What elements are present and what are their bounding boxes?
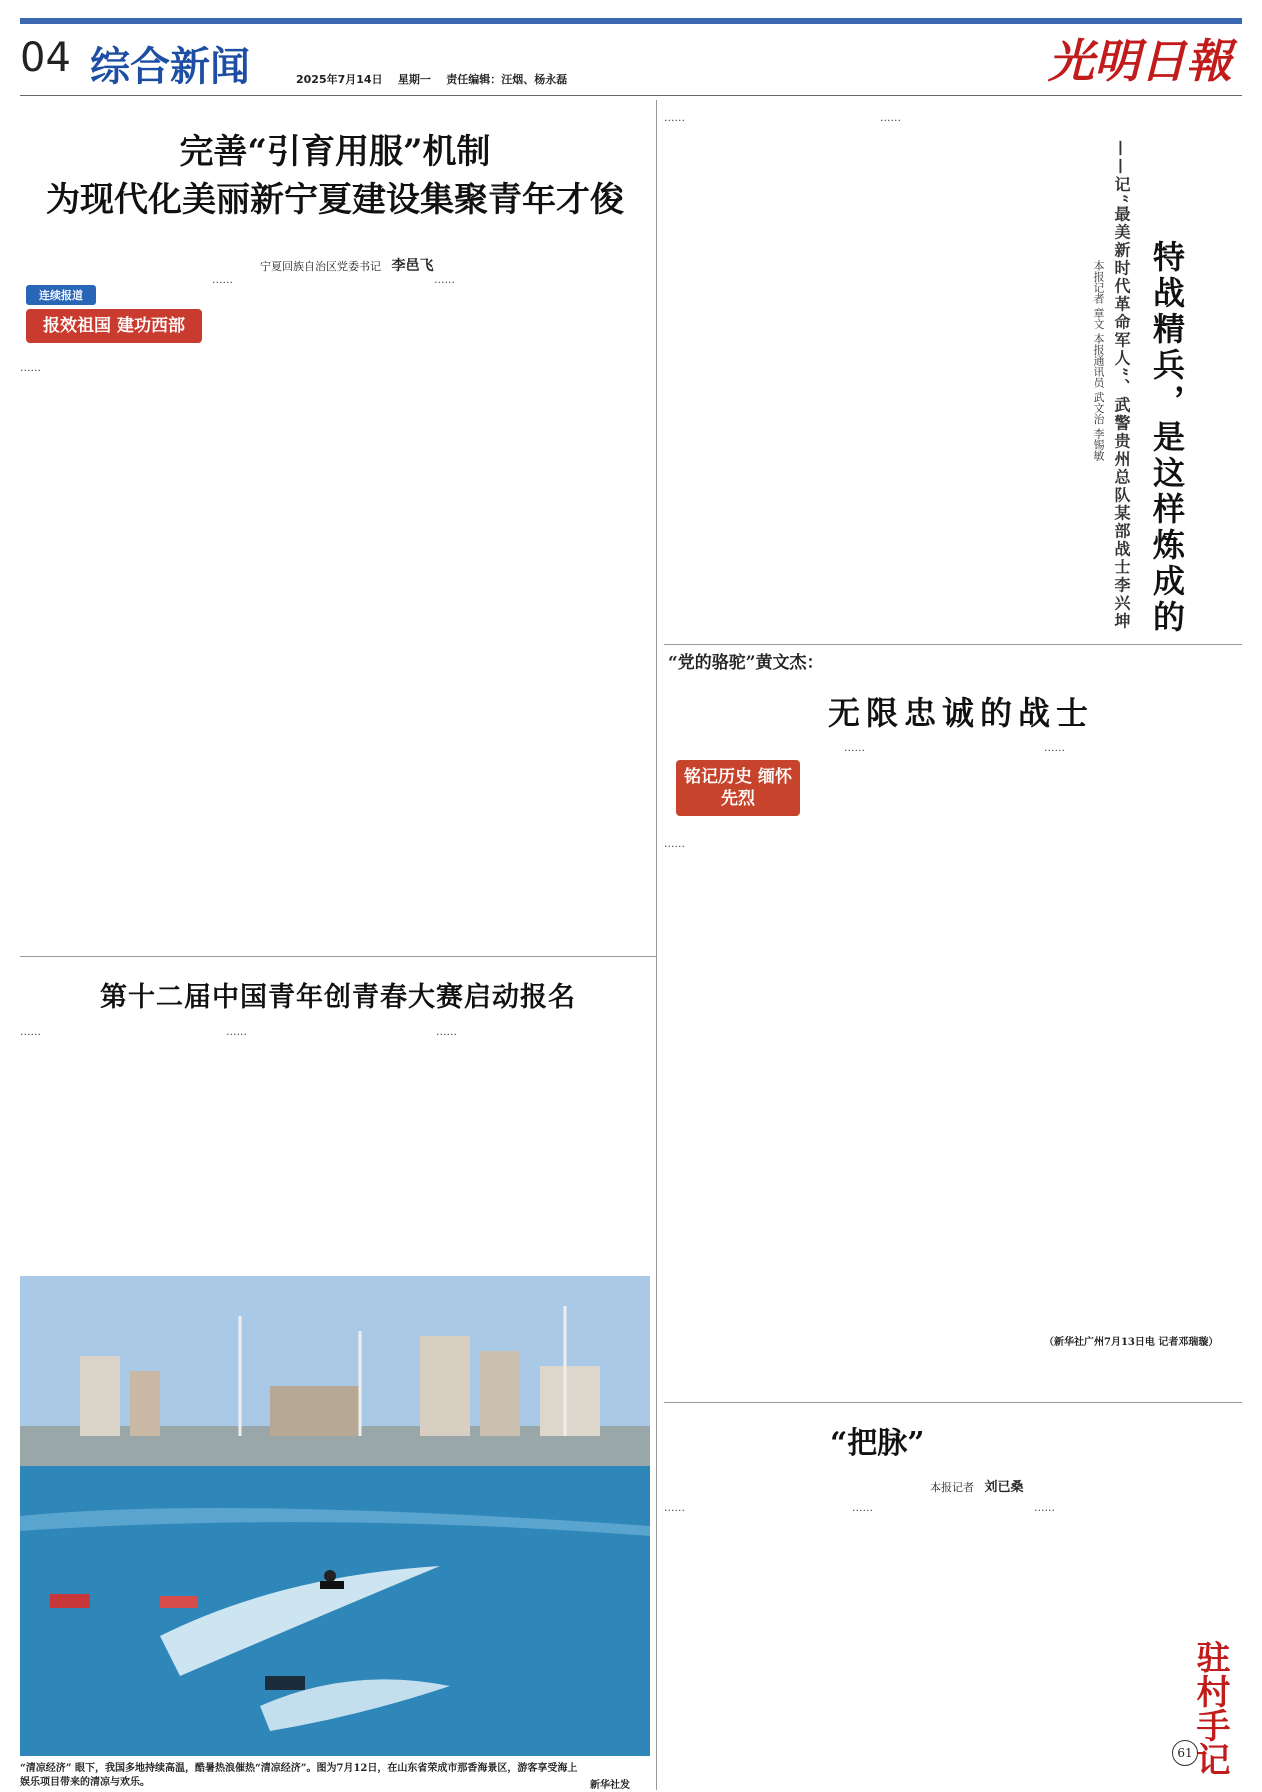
article-divider [664, 644, 1242, 645]
column-divider [656, 100, 657, 1790]
article1-body-col2: …… [212, 274, 233, 286]
article4-body-col2: …… [226, 1026, 247, 1038]
issue-meta [296, 71, 567, 87]
article1-badge [26, 285, 202, 347]
issue-editors: 责任编辑：汪烟、杨永磊 [446, 73, 568, 86]
article1-title [20, 128, 650, 224]
article3-body-col2: …… [844, 742, 865, 754]
article2-reporters: 本报记者 章文 本报通讯员 武文治 李锡敏 [1092, 260, 1105, 461]
article3-body-col1: …… [664, 838, 685, 850]
article4-title: 第十二届中国青年创青春大赛启动报名 [100, 982, 576, 1013]
article5-byline: 本报记者 刘已桑 [930, 1480, 1024, 1495]
article2-body-col1: …… [664, 112, 685, 124]
issue-date: 2025年7月14日 [296, 73, 383, 86]
article1-body-col1: …… [20, 362, 41, 374]
seaside-photo-illustration [20, 1276, 650, 1756]
news-photo [20, 1276, 650, 1756]
article5-title: “把脉” [830, 1426, 925, 1461]
article5-body-col2: …… [852, 1502, 873, 1514]
article5-body-col3: …… [1034, 1502, 1055, 1514]
photo-credit: 新华社发 [590, 1780, 630, 1791]
article2-title: 特战精兵，是这样炼成的 [1148, 240, 1186, 636]
column-label: 驻村手记 [1190, 1640, 1230, 1776]
article1-body-col3: …… [434, 274, 455, 286]
article-divider [20, 956, 656, 957]
article5-author: 刘已桑 [984, 1480, 1024, 1495]
section-title: 综合新闻 [90, 44, 250, 90]
badge-label: 连续报道 [26, 285, 96, 305]
article1-author: 李邑飞 [391, 258, 434, 274]
article3-credit: （新华社广州7月13日电 记者邓瑞璇） [1044, 1337, 1219, 1348]
article3-body-col3: …… [1044, 742, 1065, 754]
article2-body-col2: …… [880, 112, 901, 124]
article1-title-line1: 完善“引育用服”机制 [179, 132, 491, 172]
article2-subtitle: ——记“最美新时代革命军人”、武警贵州总队某部战士李兴坤 [1112, 140, 1131, 631]
badge-main: 报效祖国 建功西部 [26, 309, 202, 343]
top-rule [20, 18, 1242, 24]
article1-title-line2: 为现代化美丽新宁夏建设集聚青年才俊 [46, 180, 624, 220]
article4-body-col3: …… [436, 1026, 457, 1038]
header-rule [20, 95, 1242, 96]
masthead-logo: 光明日報 [1048, 34, 1232, 88]
article3-badge: 铭记历史 缅怀先烈 [676, 760, 800, 816]
article3-title: 无限忠诚的战士 [827, 694, 1094, 732]
issue-weekday: 星期一 [397, 73, 431, 86]
article1-byline: 宁夏回族自治区党委书记 李邑飞 [260, 258, 434, 274]
article4-body-col1: …… [20, 1026, 41, 1038]
article5-body-col1: …… [664, 1502, 685, 1514]
photo-caption: “清凉经济” 眼下，我国多地持续高温，酷暑热浪催热“清凉经济”。图为7月12日，在山东省荣成市那香海景区，游客享受海上娱乐项目带来的清凉与欢乐。 [20, 1763, 578, 1788]
article-divider [664, 1402, 1242, 1403]
column-number: 61 [1172, 1740, 1198, 1766]
page-number: 04 [20, 35, 71, 81]
article3-kicker: “党的骆驼”黄文杰： [668, 653, 824, 673]
